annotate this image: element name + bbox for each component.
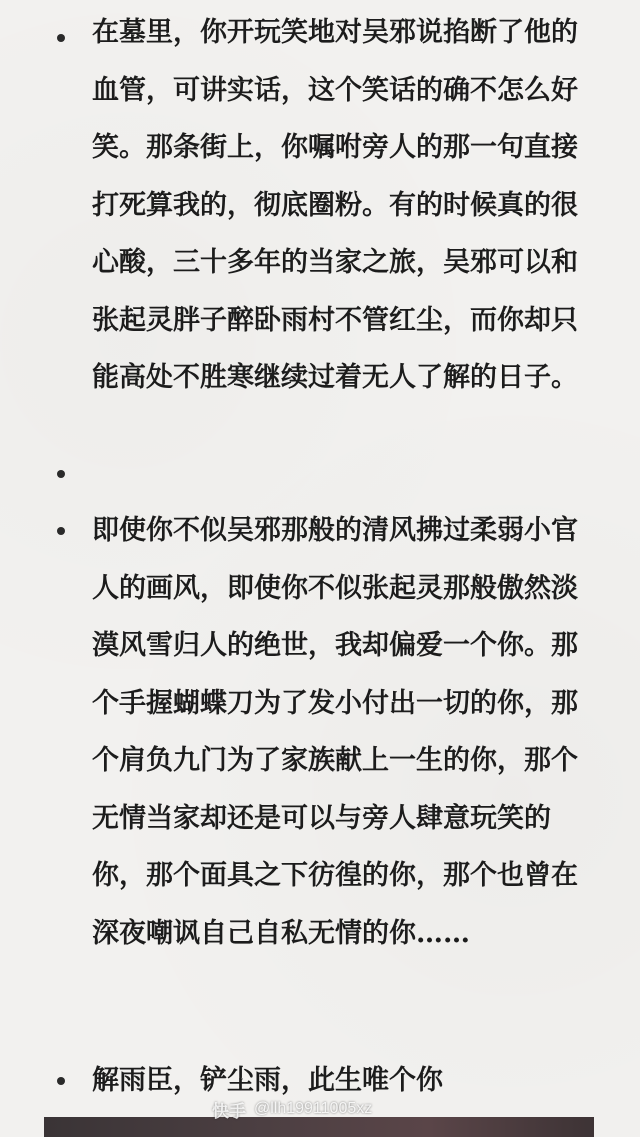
- paragraph-text: 即使你不似吴邪那般的清风拂过柔弱小官人的画风，即使你不似张起灵那般傲然淡漠风雪归人的绝世，我却偏爱一个你。那个手握蝴蝶刀为了发小付出一切的你，那个肩负九门为了家族献上一生的你，那个无情当家却还是可以与旁人肆意玩笑的你，那个面具之下彷徨的你，那个也曾在深夜嘲讽自己自私无情的你……: [92, 515, 578, 949]
- bullet-dot: [57, 1077, 65, 1085]
- watermark: [212, 1096, 372, 1122]
- paragraph-text: 在墓里，你开玩笑地对吴邪说掐断了他的血管，可讲实话，这个笑话的确不怎么好笑。那条街上，你嘱咐旁人的那一句直接打死算我的，彻底圈粉。有的时候真的很心酸，三十多年的当家之旅，吴邪可以和张起灵胖子醉卧雨村不管红尘，而你却只能高处不胜寒继续过着无人了解的日子。: [92, 17, 578, 393]
- watermark-logo: 快手: [212, 1101, 246, 1121]
- bullet-dot: [57, 470, 65, 478]
- watermark-handle: @llh19911005xz: [254, 1100, 373, 1117]
- paragraph-text: 解雨臣，铲尘雨，此生唯个你: [92, 1065, 443, 1096]
- bullet-dot: [57, 527, 65, 535]
- bullet-dot: [57, 34, 65, 42]
